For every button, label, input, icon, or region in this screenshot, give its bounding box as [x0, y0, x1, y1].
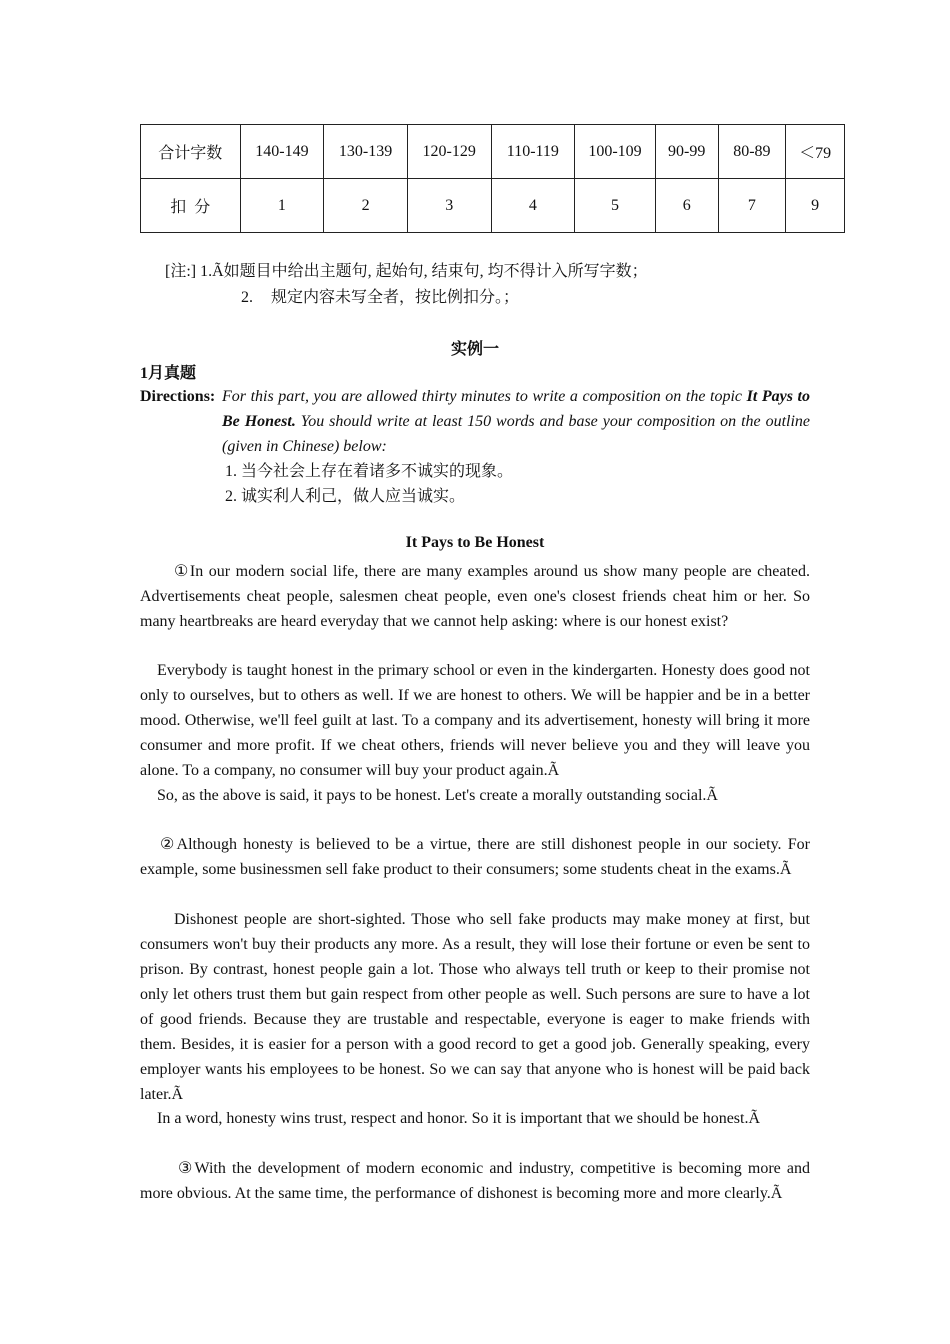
essay-title: It Pays to Be Honest: [405, 534, 545, 551]
paragraph-2: Everybody is taught honest in the primary school or even in the kindergarten. Honesty does good not only to ourselves, but to others as well. If we are honest to others. We will be happier and be in a better mood. Otherwise, we'll feel guilt at last. To a company and its advertisement, honesty will bring it more consumer and more profit. If we cheat others, friends will never believe you and they will leave you alone. To a company, no consumer will buy your product again.Ã: [140, 662, 810, 779]
deduction-header: 扣 分: [141, 179, 241, 233]
range-cell: ＜79: [786, 125, 845, 179]
note-2: [241, 285, 519, 310]
word-count-deduction-table: [140, 124, 845, 233]
directions-topic: It Pays to Be Honest.: [222, 388, 810, 430]
exam-label: 1月真题: [140, 365, 197, 382]
outline-item-2: 2. 诚实利人利己，做人应当诚实。: [225, 488, 466, 505]
deduction-cell: 4: [491, 179, 575, 233]
range-cell: 110-119: [491, 125, 575, 179]
deduction-cell: 9: [786, 179, 845, 233]
deduction-cell: 6: [655, 179, 718, 233]
outline-item-1: 1. 当今社会上存在着诸多不诚实的现象。: [225, 463, 514, 480]
range-cell: 140-149: [240, 125, 324, 179]
range-cell: 90-99: [655, 125, 718, 179]
paragraph-7: ③With the development of modern economic and industry, competitive is becoming more and more obvious. At the same time, the performance of dishonest is becoming more and more clearly.Ã: [140, 1160, 810, 1202]
deduction-row: [141, 179, 845, 233]
word-count-header: 合计字数: [141, 125, 241, 179]
section-title: 实例一: [450, 341, 499, 358]
note-1: [注:] 1.Ã如题目中给出主题句, 起始句, 结束句, 均不得计入所写字数；: [165, 263, 648, 280]
range-cell: 100-109: [575, 125, 656, 179]
deduction-cell: 5: [575, 179, 656, 233]
directions-block: [140, 384, 810, 459]
note-2-number: 2.: [241, 289, 253, 306]
directions-text-part: For this part, you are allowed thirty minutes to write a composition on the topic: [222, 388, 747, 405]
paragraph-6: In a word, honesty wins trust, respect and honor. So it is important that we should be honest.Ã: [157, 1110, 761, 1127]
directions-text: [222, 384, 810, 459]
deduction-cell: 1: [240, 179, 324, 233]
range-cell: 120-129: [407, 125, 491, 179]
directions-text-part: You should write at least 150 words and base your composition on the outline (given in Chinese) below:: [222, 413, 810, 455]
paragraph-5: Dishonest people are short-sighted. Those who sell fake products may make money at first, but consumers won't buy their products any more. As a result, they will lose their fortune or even be sent to prison. By contrast, honest people gain a lot. Those who always tell truth or keep to their promise not only let others trust them but gain respect from other people as well. Such persons are sure to have a lot of good friends. Because they are trustable and respectable, everyone is eager to make friends with them. Besides, it is easier for a person with a good record to get a good job. Generally speaking, every employer wants his employees to be honest. So we can say that anyone who is honest will be paid back later.Ã: [140, 911, 810, 1103]
deduction-cell: 7: [718, 179, 786, 233]
range-cell: 130-139: [324, 125, 408, 179]
paragraph-4: ②Although honesty is believed to be a virtue, there are still dishonest people in our society. For example, some businessmen sell fake product to their consumers; some students cheat in the exams.Ã: [140, 836, 810, 878]
paragraph-1: ①In our modern social life, there are many examples around us show many people are cheated. Advertisements cheat people, salesmen cheat people, even one's closest friends cheat him or her. So many heartbreaks are heard everyday that we cannot help asking: where is our honest exist?: [140, 563, 810, 630]
paragraph-3: So, as the above is said, it pays to be honest. Let's create a morally outstanding social.Ã: [157, 787, 718, 804]
deduction-cell: 3: [407, 179, 491, 233]
range-cell: 80-89: [718, 125, 786, 179]
directions-label: Directions:: [140, 388, 216, 405]
deduction-cell: 2: [324, 179, 408, 233]
word-count-row: [141, 125, 845, 179]
note-2-text: 规定内容未写全者，按比例扣分。；: [271, 289, 520, 306]
